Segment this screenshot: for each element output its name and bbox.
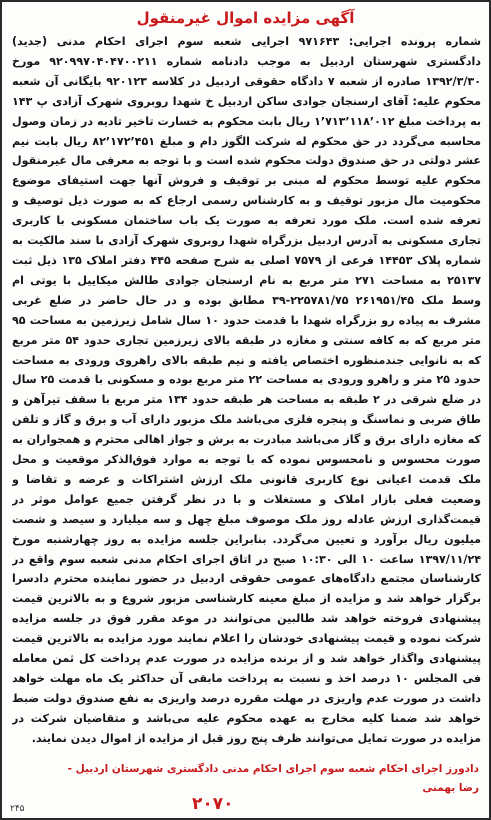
notice-body: شماره پرونده اجرایی: ۹۷۱۶۴۳ اجرایی شعبه سوم اجرای احکام مدنی (جدید) دادگستری شهرستان اردبیل به موجب دادنامه شماره ۹۲۰۹۹۷۰۴۰۴۷۰۰۲۱۱ مورخ ۱۳۹۲/۳/۳۰ صادره از شعبه ۷ دادگاه حقوقی اردبیل در کلاسه ۹۲۰۱۲۳ بایگانی آن شعبه محکوم علیه: آقای ارسنجان جوادی ساکن اردبیل خ شهدا روبروی شهرک آزادی پ ۱۴۳ به پرداخت مبلغ ۱٬۷۱۳٬۱۱۸٬۰۱۲ ریال بابت محکوم به خسارت تاخیر تادیه در زمان وصول محاسبه می‌گردد در حق محکوم له شرکت الگوز دام و مبلغ ۸۲٬۱۷۲٬۴۵۱ ریال بابت نیم عشر دولتی در حق صندوق دولت محکوم شده است و با توجه به معرفی مال غیرمنقول محکوم علیه توسط محکوم له مبنی بر توقیف و فروش آنها جهت استیفای موضوع محکومیت مال مزبور توقیف و به کارشناس رسمی ارجاع که به صورت ذیل توصیف و تعرفه شده است. ملک مورد تعرفه به صورت یک باب ساختمان مسکونی با کاربری تجاری مسکونی به آدرس اردبیل بزرگراه شهدا روبروی شهرک آزادی با سند مالکیت به شماره پلاک ۱۴۴۵۳ فرعی از ۷۵۷۹ اصلی به شرح صفحه ۴۴۵ دفتر املاک ۱۳۵ ذیل ثبت ۲۵۱۳۷ به مساحت ۲۷۱ متر مربع به نام ارسنجان جوادی طالش میکاییل با یوتی ام وسط ملک ۲۶۱۹۵۱/۴۵ ۲۲۵۷۸۱/۷۵-۳۹ مطابق بوده و در حال حاضر در ضلع غربی مشرف به پیاده رو بزرگراه شهدا با قدمت حدود ۱۰ سال شامل زیرزمین به مساحت ۹۵ متر مربع که به کافه سنتی و مغازه در طبقه بالای زیرزمین تجاری حدود ۵۴ متر مربع که به نانوایی جندمنظوره اختصاص یافته و نیم طبقه بالای راهروی ورودی به مساحت حدود ۲۵ متر و راهرو ورودی به مساحت ۲۲ متر مربع بوده و مسکونی با قدمت ۲۵ سال در ضلع شرقی در ۲ طبقه به مساحت هر طبقه حدود ۱۳۴ متر مربع با سقف تیرآهن و طاق ضربی و نماسنگ و پنجره فلزی می‌باشد ملک مزبور دارای آب و برق و گاز و تلفن که مغازه دارای برق و گاز می‌باشد مبادرت به برش و جواز اهالی محترم و همجواران به صورت محسوس و نامحسوس نموده که با توجه به موارد فوق‌الذکر موقعیت و محل ملک قدمت اعیانی نوع کاربری قانونی ملک ارزش اشتراکات و عرضه و تقاضا و وضعیت فعلی بازار املاک و مستغلات و با در نظر گرفتن جمیع عوامل موثر در قیمت‌گذاری ارزش عادله روز ملک موصوف مبلغ چهل و سه میلیارد و سیصد و شصت میلیون ریال برآورد و تعیین می‌گردد. بنابراین جلسه مزایده به روز چهارشنبه مورخ ۱۳۹۷/۱۱/۲۴ ساعت ۱۰ الی ۱۰:۳۰ صبح در اتاق اجرای احکام مدنی شعبه سوم واقع در کارشناسان مجتمع دادگاه‌های عمومی حقوقی اردبیل در حضور نماینده محترم دادسرا برگزار خواهد شد و مزایده از مبلغ معینه کارشناسی مزبور شروع و به بالاترین قیمت پیشنهادی فروخته خواهد شد طالبین می‌توانند در موعد مقرر فوق در جلسه مزایده شرکت نموده و قیمت پیشنهادی خودشان را اعلام نمایند مورد مزایده به بالاترین قیمت پیشنهادی واگذار خواهد شد و از برنده مزایده در صورت عدم پرداخت کل ثمن معامله فی المجلس ۱۰ درصد اخذ و نسبت به پرداخت مابقی آن حداکثر یک ماه مهلت خواهد داشت در صورت عدم واریزی در مهلت مقرره درصد واریزی به نفع صندوق دولت ضبط خواهد شد ضمنا کلیه مخارج به عهده محکوم علیه می‌باشد و متقاضیان شرکت در مزایده در صورت تمایل می‌توانند ظرف پنج روز قبل از مزایده از اموال دیدن نمایند. [12,35,481,745]
page-number: ۲۴۵ [10,804,25,814]
footer-code: ۲۰۷۰ [192,794,234,814]
notice-header [2,8,489,27]
signature-line-2: رضا بهمنی [422,782,479,794]
notice-title: آگهی مزایده اموال غیرمنقول [136,9,355,27]
notice-signature [9,760,479,798]
signature-line-1: دادورز اجرای احکام شعبه سوم اجرای احکام مدنی دادگستری شهرستان اردبیل - [67,763,479,775]
